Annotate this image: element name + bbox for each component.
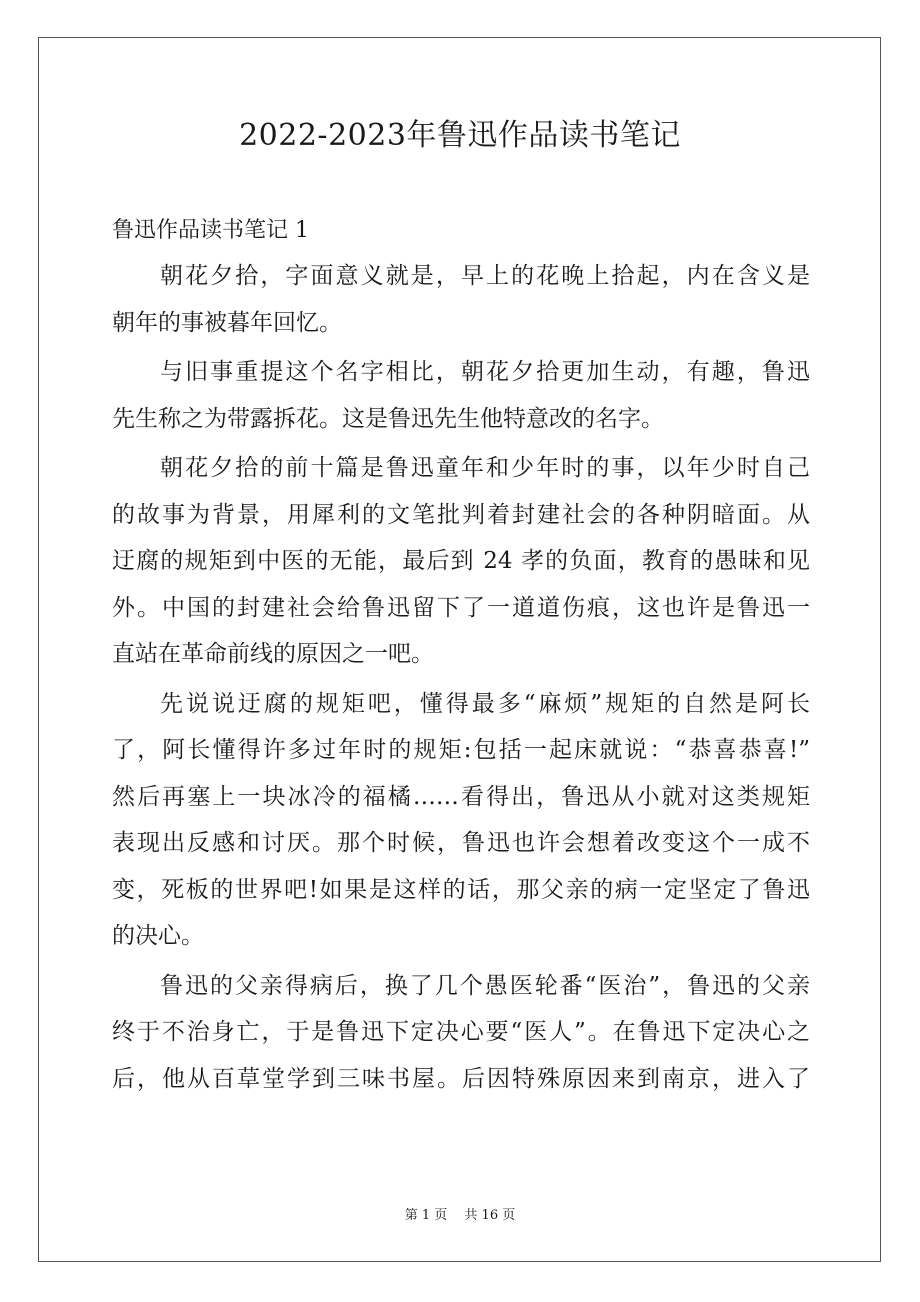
paragraph-1	[112, 253, 810, 346]
paragraph-2	[112, 349, 810, 442]
paragraph-line: 直站在革命前线的原因之一吧。	[112, 641, 434, 667]
paragraph-line: 表现出反感和讨厌。那个时候，鲁迅也许会想着改变这个一成不	[112, 830, 810, 856]
paragraph-line: 迂腐的规矩到中医的无能，最后到 24 孝的负面，教育的愚昧和见	[112, 548, 810, 574]
paragraph-line: 变，死板的世界吧!如果是这样的话，那父亲的病一定坚定了鲁迅	[112, 876, 810, 903]
paragraph-line: 了，阿长懂得许多过年时的规矩:包括一起床就说：“恭喜恭喜!”	[112, 737, 810, 763]
paragraph-line: 先生称之为带露拆花。这是鲁迅先生他特意改的名字。	[112, 405, 664, 432]
paragraph-line: 朝花夕拾的前十篇是鲁迅童年和少年时的事，以年少时自己	[160, 455, 810, 481]
paragraph-line: 鲁迅的父亲得病后，换了几个愚医轮番“医治”，鲁迅的父亲	[160, 972, 810, 999]
document-body	[112, 212, 810, 1105]
section-heading: 鲁迅作品读书笔记 1	[112, 218, 309, 243]
paragraph-3	[112, 445, 810, 678]
paragraph-line: 外。中国的封建社会给鲁迅留下了一道道伤痕，这也许是鲁迅一	[112, 594, 810, 621]
paragraph-line: 终于不治身亡，于是鲁迅下定决心要“医人”。在鲁迅下定决心之	[112, 1019, 810, 1045]
page-footer: 第 1 页 共 16 页	[404, 1208, 516, 1223]
paragraph-line: 朝年的事被暮年回忆。	[112, 309, 342, 336]
paragraph-line: 朝花夕拾，字面意义就是，早上的花晚上拾起，内在含义是	[160, 263, 810, 289]
paragraph-line: 的故事为背景，用犀利的文笔批判着封建社会的各种阴暗面。从	[112, 501, 810, 528]
paragraph-line: 后，他从百草堂学到三味书屋。后因特殊原因来到南京，进入了	[112, 1065, 810, 1092]
paragraph-line: 然后再塞上一块冰冷的福橘……看得出，鲁迅从小就对这类规矩	[112, 783, 810, 810]
paragraph-line: 的决心。	[112, 923, 204, 949]
paragraph-5	[112, 963, 810, 1103]
paragraph-4	[112, 681, 810, 960]
paragraph-line: 与旧事重提这个名字相比，朝花夕拾更加生动，有趣，鲁迅	[160, 359, 810, 385]
paragraph-line: 先说说迂腐的规矩吧，懂得最多“麻烦”规矩的自然是阿长	[160, 690, 810, 717]
document-title: 2022-2023年鲁迅作品读书笔记	[239, 118, 681, 153]
